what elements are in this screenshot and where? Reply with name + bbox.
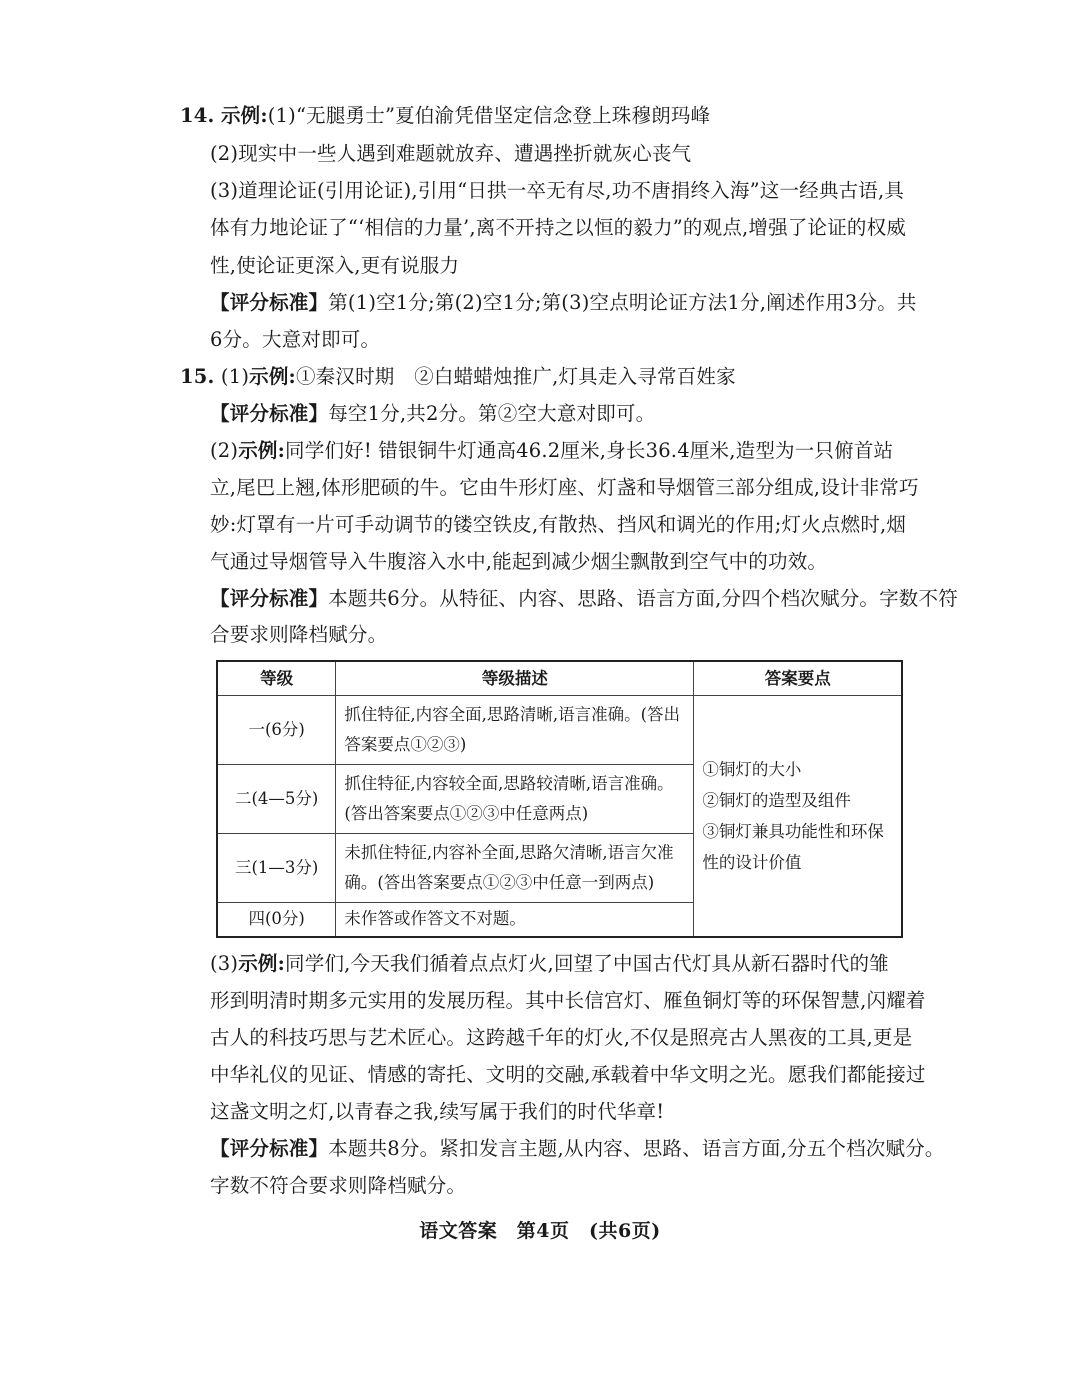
q15-p3-line-5: 这盏文明之灯,以青春之我,续写属于我们的时代华章! — [210, 1100, 665, 1123]
q15-p2-scoring-2: 合要求则降档赋分。 — [210, 623, 388, 646]
description-cell: 未抓住特征,内容补全面,思路欠清晰,语言欠准确。(答出答案要点①②③中任意一到两点) — [336, 834, 694, 903]
q15-p2-line-1: (2)示例:同学们好! 错银铜牛灯通高46.2厘米,身长36.4厘米,造型为一只俯首站 — [210, 439, 894, 462]
q14-line-4: 体有力地论证了“‘相信的力量’,离不开持之以恒的毅力”的观点,增强了论证的权威 — [210, 216, 907, 239]
description-cell: 抓住特征,内容较全面,思路较清晰,语言准确。(答出答案要点①②③中任意两点) — [336, 765, 694, 834]
level-cell: 三(1—3分) — [217, 834, 336, 903]
q14-line-5: 性,使论证更深入,更有说服力 — [210, 254, 460, 277]
level-cell: 一(6分) — [217, 696, 336, 765]
description-cell: 未作答或作答文不对题。 — [336, 903, 694, 937]
q15-p3-scoring-1: 【评分标准】本题共8分。紧扣发言主题,从内容、思路、语言方面,分五个档次赋分。 — [210, 1137, 945, 1160]
q14-line-3: (3)道理论证(引用论证),引用“日拱一卒无有尽,功不唐捐终入海”这一经典古语,具 — [210, 179, 905, 202]
q15-p3-line-1: (3)示例:同学们,今天我们循着点点灯火,回望了中国古代灯具从新石器时代的雏 — [210, 952, 889, 975]
key-points-cell — [694, 696, 902, 937]
level-cell: 二(4—5分) — [217, 765, 336, 834]
q15-p3-scoring-2: 字数不符合要求则降档赋分。 — [210, 1174, 467, 1197]
key-point-3: ③铜灯兼具功能性和环保性的设计价值 — [702, 821, 884, 872]
table-row — [217, 696, 902, 765]
q15-p3-line-3: 古人的科技巧思与艺术匠心。这跨越千年的灯火,不仅是照亮古人黑夜的工具,更是 — [210, 1026, 913, 1049]
level-cell: 四(0分) — [217, 903, 336, 937]
key-point-1: ①铜灯的大小 — [702, 759, 802, 779]
q15-p3-line-4: 中华礼仪的见证、情感的寄托、文明的交融,承载着中华文明之光。愿我们都能接过 — [210, 1063, 926, 1086]
q14-line-1: 14. 示例:(1)“无腿勇士”夏伯渝凭借坚定信念登上珠穆朗玛峰 — [180, 104, 711, 127]
grading-table — [216, 660, 903, 938]
description-cell: 抓住特征,内容全面,思路清晰,语言准确。(答出答案要点①②③) — [336, 696, 694, 765]
q15-p2-line-2: 立,尾巴上翘,体形肥硕的牛。它由牛形灯座、灯盏和导烟管三部分组成,设计非常巧 — [210, 476, 919, 499]
key-point-2: ②铜灯的造型及组件 — [702, 790, 851, 810]
header-key-points: 答案要点 — [694, 661, 902, 696]
q15-p1-scoring: 【评分标准】每空1分,共2分。第②空大意对即可。 — [210, 402, 656, 425]
q14-scoring-line-2: 6分。大意对即可。 — [210, 328, 381, 351]
q15-p1-line-1: 15. (1)示例:①秦汉时期 ②白蜡蜡烛推广,灯具走入寻常百姓家 — [180, 365, 736, 388]
header-description: 等级描述 — [336, 661, 694, 696]
q15-p2-scoring-1: 【评分标准】本题共6分。从特征、内容、思路、语言方面,分四个档次赋分。字数不符 — [210, 587, 958, 610]
q15-p2-line-3: 妙:灯罩有一片可手动调节的镂空铁皮,有散热、挡风和调光的作用;灯火点燃时,烟 — [210, 513, 907, 536]
page-footer: 语文答案 第4页 (共6页) — [419, 1220, 661, 1242]
q15-p2-line-4: 气通过导烟管导入牛腹溶入水中,能起到减少烟尘飘散到空气中的功效。 — [210, 550, 828, 573]
q14-line-2: (2)现实中一些人遇到难题就放弃、遭遇挫折就灰心丧气 — [210, 142, 692, 165]
q15-p3-line-2: 形到明清时期多元实用的发展历程。其中长信宫灯、雁鱼铜灯等的环保智慧,闪耀着 — [210, 989, 926, 1012]
q14-scoring-line-1: 【评分标准】第(1)空1分;第(2)空1分;第(3)空点明论证方法1分,阐述作用3分。共 — [210, 291, 917, 314]
table-header-row — [217, 661, 902, 696]
header-level: 等级 — [217, 661, 336, 696]
